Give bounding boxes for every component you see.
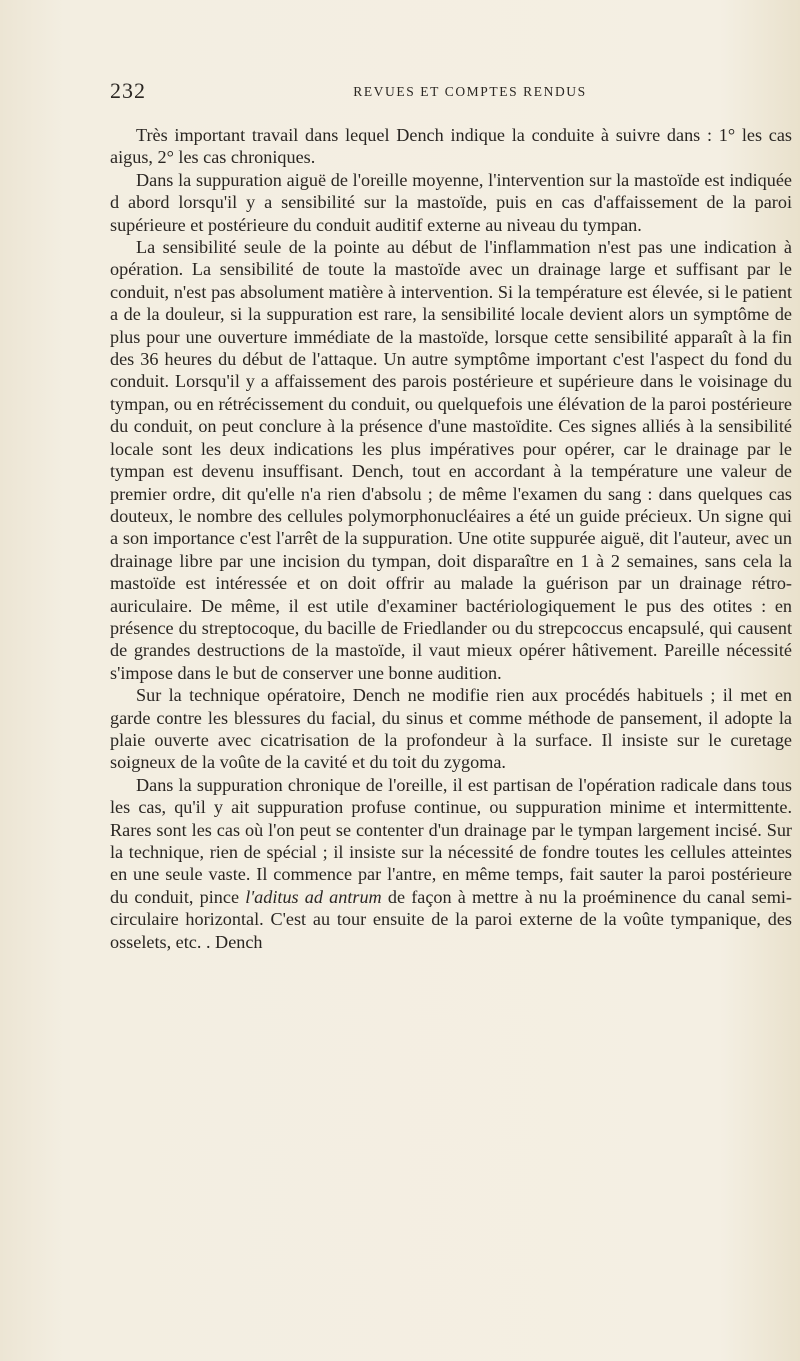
paragraph-5 — [110, 774, 792, 953]
paragraph-3: La sensibilité seule de la pointe au début de l'inflammation n'est pas une indication à opération. La sensibilité de toute la mastoïde avec un drainage large et suffisant par le conduit, n'est pas absolument matière à intervention. Si la température est élevée, si le patient a de la douleur, si la suppuration est rare, la sensibilité locale devient alors un symptôme de plus pour une ouverture immédiate de la mastoïde, lorsque cette sensibilité apparaît à la fin des 36 heures du début de l'attaque. Un autre symptôme important c'est l'aspect du fond du conduit. Lorsqu'il y a affaissement des parois postérieure et supérieure dans le voisinage du tympan, ou en rétrécissement du conduit, ou quelquefois une élévation de la paroi postérieure du conduit, on peut conclure à la présence d'une mastoïdite. Ces signes alliés à la sensibilité locale sont les deux indications les plus impératives pour opérer, car le drainage par le tympan est devenu insuffisant. Dench, tout en accordant à la température une valeur de premier ordre, dit qu'elle n'a rien d'absolu ; de même l'examen du sang : dans quelques cas douteux, le nombre des cellules polymorphonucléaires a été un guide précieux. Un signe qui a son importance c'est l'arrêt de la suppuration. Une otite suppurée aiguë, dit l'auteur, avec un drainage libre par une incision du tympan, doit disparaître en 1 à 2 semaines, sans cela la mastoïde est intéressée et on doit offrir au malade la guérison par un drainage rétro-auriculaire. De même, il est utile d'examiner bactériologiquement le pus des otites : en présence du streptocoque, du bacille de Friedlander ou du strepcoccus encapsulé, qui causent de grandes destructions de la mastoïde, il vaut mieux opérer hâtivement. Pareille nécessité s'impose dans le but de conserver une bonne audition. — [110, 237, 792, 683]
article-body — [110, 124, 792, 953]
page-number: 232 — [110, 78, 146, 103]
paragraph-5-text-a: Dans la suppuration chronique de l'oreille, il est partisan de l'opération radicale dans tous les cas, qu'il y ait suppuration profuse continue, ou suppuration minime et intermittente. Rares sont les cas où l'on peut se contenter d'un drainage par le tympan largement incisé. Sur la technique, rien de spécial ; il insiste sur la nécessité de fondre toutes les cellules atteintes en une seule vaste. Il commence par l'antre, en même temps, fait sauter la paroi postérieure du conduit, pince — [110, 774, 792, 907]
paragraph-4: Sur la technique opératoire, Dench ne modifie rien aux procédés habituels ; il met en garde contre les blessures du facial, du sinus et comme méthode de pansement, il adopte la plaie ouverte avec cicatrisation de la profondeur à la surface. Il insiste sur le curetage soigneux de la voûte de la cavité et du toit du zygoma. — [110, 685, 792, 773]
running-head: REVUES ET COMPTES RENDUS — [353, 84, 587, 99]
latin-term: l'aditus ad antrum — [245, 886, 382, 907]
page-header — [110, 78, 790, 108]
paragraph-5-text-b: de façon à mettre à nu la proéminence du canal semi-circulaire horizontal. C'est au tour ensuite de la paroi externe de la voûte tympanique, des osselets, etc. . Dench — [110, 886, 792, 952]
paragraph-2: Dans la suppuration aiguë de l'oreille moyenne, l'intervention sur la mastoïde est indiquée d abord lorsqu'il y a sensibilité sur la mastoïde, puis en cas d'affaissement de la paroi supérieure et postérieure du conduit auditif externe au niveau du tympan. — [110, 169, 792, 235]
paragraph-1: Très important travail dans lequel Dench indique la conduite à suivre dans : 1° les cas aigus, 2° les cas chroniques. — [110, 125, 792, 168]
